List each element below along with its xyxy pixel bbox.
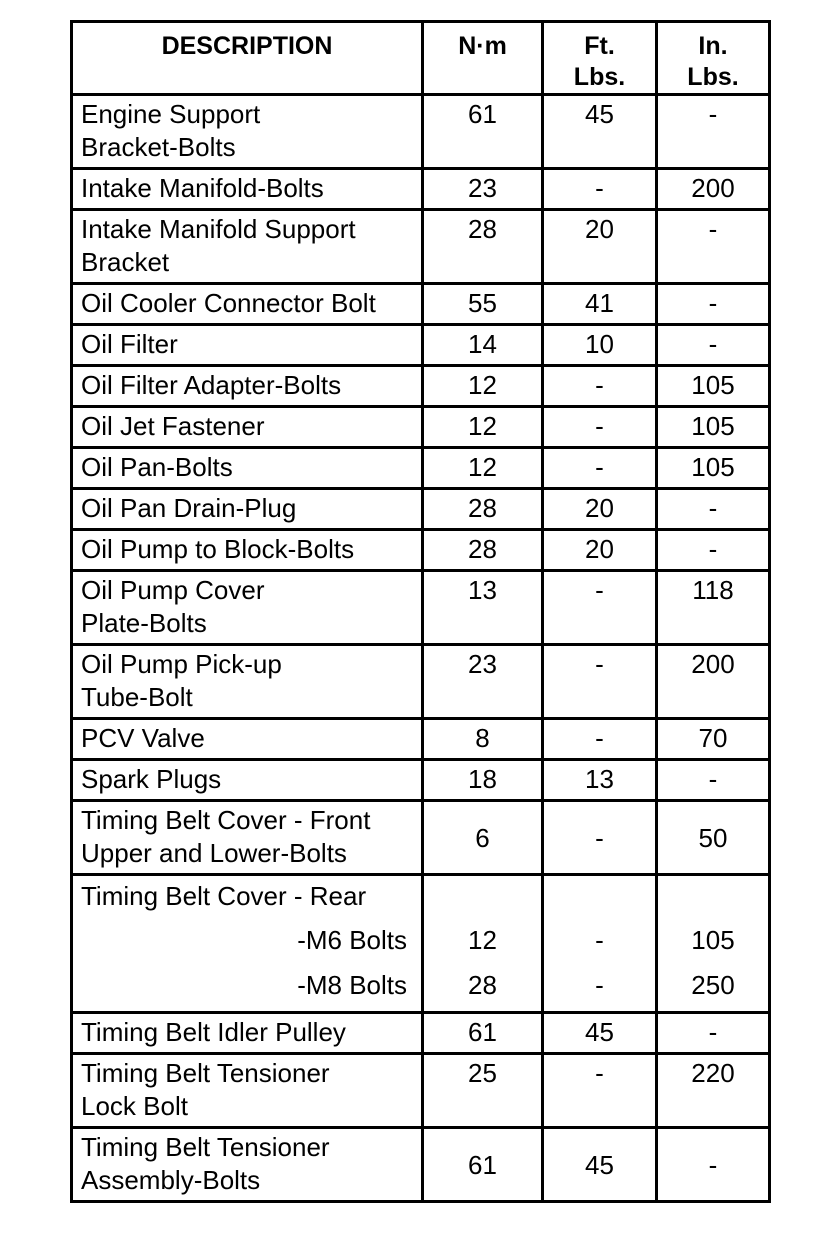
- row-nm-value: 12: [423, 407, 543, 448]
- row-ft-value: 45: [543, 1013, 657, 1054]
- row-in-value: -: [657, 530, 770, 571]
- row-description: [72, 284, 423, 325]
- table-row: [72, 571, 770, 645]
- table-row: [72, 1054, 770, 1128]
- row-nm-value: 12: [423, 448, 543, 489]
- row-description: [72, 719, 423, 760]
- row-ft-value: -: [543, 571, 657, 645]
- row-description-line: Engine Support: [81, 99, 261, 129]
- row-description-line: PCV Valve: [81, 723, 205, 753]
- rear-cover-sub-m6-label: -M6 Bolts: [297, 925, 407, 955]
- table-row: [72, 407, 770, 448]
- row-description: [72, 210, 423, 284]
- row-description-line: Oil Cooler Connector Bolt: [81, 288, 376, 318]
- row-in-value: -: [657, 760, 770, 801]
- row-description-line: Oil Pump Cover: [81, 575, 265, 605]
- row-description-line: Timing Belt Cover - Front: [81, 805, 371, 835]
- rear-cover-nm: [423, 875, 543, 1013]
- rear-cover-m6-nm: 12: [468, 925, 497, 955]
- row-description: [72, 95, 423, 169]
- table-row: [72, 95, 770, 169]
- row-description-line: Timing Belt Tensioner: [81, 1058, 330, 1088]
- table-row: [72, 284, 770, 325]
- row-description-line: Oil Filter Adapter-Bolts: [81, 370, 342, 400]
- header-ft-lbs: [543, 22, 657, 95]
- row-ft-value: 10: [543, 325, 657, 366]
- row-in-value: -: [657, 95, 770, 169]
- header-nm: N·m: [423, 22, 543, 95]
- header-in-line-2: Lbs.: [687, 63, 739, 91]
- row-ft-value: 20: [543, 530, 657, 571]
- row-ft-value: -: [543, 1054, 657, 1128]
- row-nm-value: 13: [423, 571, 543, 645]
- row-description: [72, 645, 423, 719]
- row-in-value: 105: [657, 407, 770, 448]
- row-ft-value: 45: [543, 1128, 657, 1202]
- row-description-line: Assembly-Bolts: [81, 1165, 261, 1195]
- row-description: [72, 571, 423, 645]
- rear-cover-m8-in: 250: [691, 970, 735, 1000]
- row-in-value: 105: [657, 366, 770, 407]
- row-description: [72, 1128, 423, 1202]
- rear-cover-m8-nm: 28: [468, 970, 497, 1000]
- rear-cover-sub-m8-label: -M8 Bolts: [297, 970, 407, 1000]
- row-nm-value: 61: [423, 1013, 543, 1054]
- row-description-line: Timing Belt Idler Pulley: [81, 1017, 346, 1047]
- table-row-rear-cover: [72, 875, 770, 1013]
- table-row: [72, 1013, 770, 1054]
- row-description-line: Spark Plugs: [81, 764, 222, 794]
- table-row: [72, 489, 770, 530]
- row-description: [72, 366, 423, 407]
- row-nm-value: 23: [423, 169, 543, 210]
- row-description-line: Intake Manifold-Bolts: [81, 173, 324, 203]
- row-in-value: -: [657, 325, 770, 366]
- header-description: DESCRIPTION: [72, 22, 423, 95]
- table-row: [72, 645, 770, 719]
- row-description: [72, 407, 423, 448]
- row-ft-value: -: [543, 719, 657, 760]
- row-description-line: Bracket-Bolts: [81, 132, 236, 162]
- table-row: [72, 719, 770, 760]
- row-in-value: -: [657, 210, 770, 284]
- row-description: [72, 1013, 423, 1054]
- row-description: [72, 1054, 423, 1128]
- row-description-line: Plate-Bolts: [81, 608, 207, 638]
- table-row: [72, 801, 770, 875]
- row-nm-value: 28: [423, 530, 543, 571]
- row-in-value: 50: [657, 801, 770, 875]
- row-nm-value: 28: [423, 489, 543, 530]
- row-description: [72, 169, 423, 210]
- rear-cover-description: [72, 875, 423, 1013]
- row-description-line: Oil Pan-Bolts: [81, 452, 233, 482]
- row-in-value: -: [657, 1013, 770, 1054]
- row-ft-value: 20: [543, 489, 657, 530]
- row-in-value: 105: [657, 448, 770, 489]
- row-description: [72, 489, 423, 530]
- header-ft-line-2: Lbs.: [573, 63, 626, 91]
- rear-cover-in: [657, 875, 770, 1013]
- table-row: [72, 169, 770, 210]
- header-row: [72, 22, 770, 95]
- row-nm-value: 28: [423, 210, 543, 284]
- row-ft-value: 20: [543, 210, 657, 284]
- table-row: [72, 1128, 770, 1202]
- row-ft-value: -: [543, 645, 657, 719]
- row-nm-value: 18: [423, 760, 543, 801]
- row-description: [72, 801, 423, 875]
- row-in-value: 70: [657, 719, 770, 760]
- row-ft-value: -: [543, 169, 657, 210]
- row-in-value: -: [657, 489, 770, 530]
- table-row: [72, 325, 770, 366]
- header-in-line-1: In.: [698, 32, 728, 60]
- row-description-line: Intake Manifold Support: [81, 214, 356, 244]
- row-in-value: 220: [657, 1054, 770, 1128]
- row-nm-value: 23: [423, 645, 543, 719]
- row-description: [72, 325, 423, 366]
- row-description: [72, 760, 423, 801]
- row-ft-value: -: [543, 407, 657, 448]
- row-in-value: -: [657, 1128, 770, 1202]
- row-description-line: Oil Jet Fastener: [81, 411, 265, 441]
- row-nm-value: 61: [423, 1128, 543, 1202]
- row-description: [72, 530, 423, 571]
- row-in-value: 200: [657, 169, 770, 210]
- table-row: [72, 448, 770, 489]
- row-nm-value: 25: [423, 1054, 543, 1128]
- row-description-line: Oil Pump to Block-Bolts: [81, 534, 355, 564]
- row-description-line: Bracket: [81, 247, 170, 277]
- table-row: [72, 366, 770, 407]
- row-nm-value: 55: [423, 284, 543, 325]
- row-ft-value: 13: [543, 760, 657, 801]
- header-ft-line-1: Ft.: [584, 32, 615, 60]
- row-description-line: Oil Pump Pick-up: [81, 649, 282, 679]
- table-row: [72, 530, 770, 571]
- row-ft-value: 41: [543, 284, 657, 325]
- row-in-value: 118: [657, 571, 770, 645]
- table-row: [72, 760, 770, 801]
- row-nm-value: 6: [423, 801, 543, 875]
- rear-cover-m8-ft: -: [595, 970, 604, 1000]
- row-nm-value: 61: [423, 95, 543, 169]
- row-in-value: 200: [657, 645, 770, 719]
- table-row: [72, 210, 770, 284]
- rear-cover-m6-ft: -: [595, 925, 604, 955]
- row-in-value: -: [657, 284, 770, 325]
- row-description-line: Timing Belt Tensioner: [81, 1132, 330, 1162]
- torque-specification-table: [70, 20, 771, 1203]
- rear-cover-title: Timing Belt Cover - Rear: [81, 881, 367, 911]
- row-ft-value: 45: [543, 95, 657, 169]
- row-description-line: Oil Filter: [81, 329, 178, 359]
- row-description-line: Tube-Bolt: [81, 682, 193, 712]
- row-description-line: Lock Bolt: [81, 1091, 188, 1121]
- row-ft-value: -: [543, 448, 657, 489]
- rear-cover-ft: [543, 875, 657, 1013]
- row-description-line: Upper and Lower-Bolts: [81, 838, 347, 868]
- row-ft-value: -: [543, 801, 657, 875]
- row-ft-value: -: [543, 366, 657, 407]
- row-nm-value: 12: [423, 366, 543, 407]
- row-nm-value: 8: [423, 719, 543, 760]
- rear-cover-m6-in: 105: [691, 925, 735, 955]
- header-in-lbs: [657, 22, 770, 95]
- row-nm-value: 14: [423, 325, 543, 366]
- row-description: [72, 448, 423, 489]
- row-description-line: Oil Pan Drain-Plug: [81, 493, 297, 523]
